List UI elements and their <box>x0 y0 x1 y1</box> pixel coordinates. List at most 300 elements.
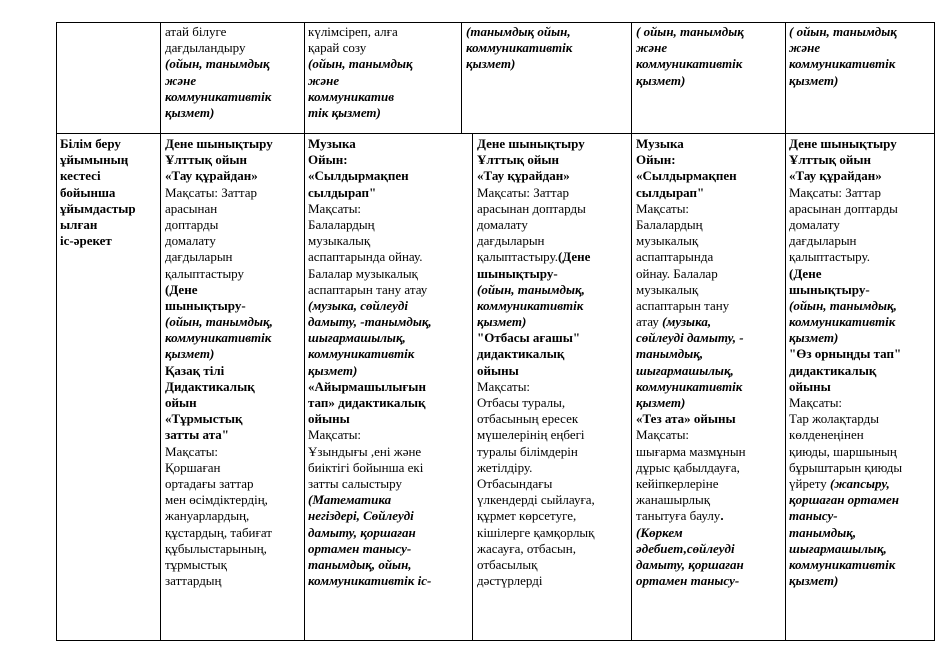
text-run: (ойын, танымдық <box>165 56 270 72</box>
text-run: Мақсаты: <box>165 443 219 459</box>
text-line <box>60 168 136 184</box>
text-line <box>636 217 746 233</box>
text-line <box>477 541 595 557</box>
text-run: үйрету <box>789 475 830 491</box>
text-run: Қазақ тілі <box>165 362 225 378</box>
text-run: тұрмыстық <box>165 556 227 572</box>
text-run: шығармашылық, <box>636 362 734 378</box>
text-line <box>308 40 413 56</box>
text-run: Мақсаты: Заттар <box>789 184 882 200</box>
text-line <box>308 266 432 282</box>
text-line <box>636 346 746 362</box>
text-line <box>308 73 413 89</box>
text-run: қызмет) <box>165 104 215 120</box>
text-line <box>308 185 432 201</box>
text-line <box>789 541 902 557</box>
text-line <box>789 136 902 152</box>
text-run: Тар жолақтарды <box>789 411 879 427</box>
text-line <box>636 411 746 427</box>
text-line <box>789 73 897 89</box>
text-run: атау <box>636 314 663 330</box>
text-run: музыкалық <box>636 233 699 249</box>
text-run: танымдық, <box>789 524 857 540</box>
text-line <box>789 476 902 492</box>
text-run: коммуникативтік <box>308 346 415 362</box>
text-run: «Сылдырмақпен <box>308 168 409 184</box>
text-run: мүшелерінің еңбегі <box>477 427 585 443</box>
text-run: Балалар музыкалық <box>308 265 418 281</box>
text-line <box>636 444 746 460</box>
text-line <box>308 395 432 411</box>
text-line <box>636 266 746 282</box>
text-run: аспаптарында ойнау. <box>308 249 423 265</box>
text-line <box>477 249 595 265</box>
text-run: сөйлеуді дамыту, - <box>636 330 744 346</box>
text-run: танытуға баулу <box>636 508 721 524</box>
text-line <box>477 152 595 168</box>
text-line <box>789 573 902 589</box>
text-line <box>308 298 432 314</box>
text-run: коммуникативтік <box>477 297 584 313</box>
text-run: биіктігі бойынша екі <box>308 459 424 475</box>
text-run: Ұлттық ойын <box>165 152 247 168</box>
text-line <box>60 185 136 201</box>
text-run: Ұзындығы ,ені және <box>308 443 422 459</box>
text-run: ойын <box>165 395 197 410</box>
text-run: құстардың, табиғат <box>165 524 272 540</box>
text-run: сылдырап" <box>636 184 705 200</box>
text-line <box>165 314 273 330</box>
text-run: тік қызмет) <box>308 104 381 120</box>
text-run: коммуникативтік <box>789 556 896 572</box>
text-line <box>789 314 902 330</box>
text-line <box>477 492 595 508</box>
text-run: құрмет көрсетуге, <box>477 508 577 524</box>
text-run: және <box>789 40 821 56</box>
text-run: қалыптастыру. <box>477 249 558 265</box>
text-line <box>477 201 595 217</box>
text-line <box>308 444 432 460</box>
text-run: домалату <box>789 216 840 232</box>
text-run: шығармашылық, <box>308 330 406 346</box>
text-line <box>789 152 902 168</box>
text-run: Ойын: <box>636 152 676 168</box>
text-line <box>477 395 595 411</box>
text-run: арасынан доптарды <box>789 200 898 216</box>
column-divider-4 <box>631 22 632 641</box>
text-line <box>165 233 273 249</box>
text-line <box>477 444 595 460</box>
text-line <box>636 573 746 589</box>
text-line <box>477 185 595 201</box>
text-line <box>308 105 413 121</box>
text-run: (музыка, <box>662 314 712 330</box>
text-run: дағдыларын <box>165 249 233 265</box>
text-line <box>308 24 413 40</box>
text-line <box>308 217 432 233</box>
text-run: "Отбасы ағашы" <box>477 330 581 346</box>
text-run: коммуникативтік іс- <box>308 573 432 589</box>
text-line <box>789 24 897 40</box>
text-line <box>789 379 902 395</box>
text-line <box>636 201 746 217</box>
text-line <box>165 395 273 411</box>
text-run: ортамен танысу- <box>308 540 412 556</box>
text-run: (танымдық ойын, <box>466 24 571 39</box>
text-run: қызмет) <box>789 72 839 88</box>
text-run: ойыны <box>308 411 350 427</box>
text-run: Мақсаты: <box>477 378 531 394</box>
text-line <box>789 201 902 217</box>
text-run: домалату <box>165 233 216 249</box>
text-line <box>636 136 746 152</box>
text-run: қызмет) <box>789 573 839 589</box>
text-run: бұрыштарын қиюды <box>789 459 903 475</box>
text-run: дидактикалық <box>789 362 877 378</box>
text-run: (музыка, сөйлеуді <box>308 297 408 313</box>
text-run: Мақсаты: <box>636 427 690 443</box>
text-line <box>636 298 746 314</box>
text-line <box>308 201 432 217</box>
text-line <box>308 168 432 184</box>
text-line <box>165 24 271 40</box>
text-line <box>165 541 273 557</box>
text-run: ұйымдастыр <box>60 200 136 216</box>
text-run: көлденеңінен <box>789 427 864 443</box>
text-run: шығарма мазмұнын <box>636 443 746 459</box>
text-line <box>789 298 902 314</box>
text-line <box>308 249 432 265</box>
column-divider-6 <box>934 22 935 641</box>
text-run: іс-әрекет <box>60 233 112 249</box>
text-run: Дене шынықтыру <box>789 136 897 151</box>
text-line <box>477 330 595 346</box>
text-run: қызмет) <box>308 362 358 378</box>
text-run: құбылыстарының, <box>165 540 267 556</box>
column-divider-5 <box>785 22 786 641</box>
top-cell-2 <box>308 24 413 121</box>
text-line <box>477 508 595 524</box>
text-line <box>477 298 595 314</box>
text-line <box>636 73 744 89</box>
text-line <box>165 89 271 105</box>
text-line <box>477 573 595 589</box>
text-run: Ұлттық ойын <box>477 152 559 168</box>
text-run: . <box>720 508 724 524</box>
text-run: Мақсаты: Заттар <box>165 184 258 200</box>
text-run: арасынан доптарды <box>477 200 586 216</box>
text-run: (Дене <box>557 249 591 265</box>
text-line <box>636 185 746 201</box>
text-run: домалату <box>477 216 528 232</box>
table-top-border <box>56 22 935 23</box>
text-line <box>60 233 136 249</box>
text-run: ұйымының <box>60 152 129 168</box>
top-cell-1 <box>165 24 271 121</box>
text-line <box>308 541 432 557</box>
text-run: негіздері, Сөйлеуді <box>308 508 414 524</box>
main-cell-4 <box>636 136 746 589</box>
text-run: шынықтыру- <box>477 265 558 281</box>
text-run: қызмет) <box>466 56 516 72</box>
text-line <box>308 136 432 152</box>
column-divider-0 <box>56 22 57 641</box>
text-line <box>165 492 273 508</box>
text-line <box>165 73 271 89</box>
text-run: қызмет) <box>165 346 215 362</box>
text-run: Мақсаты: <box>789 395 843 410</box>
text-run: дағдыландыру <box>165 40 246 56</box>
text-run: «Тез ата» ойыны <box>636 411 736 427</box>
text-run: әдебиет,сөйлеуді <box>636 540 735 556</box>
text-run: доптарды <box>165 216 219 232</box>
text-run: дамыту, қоршаған <box>308 524 416 540</box>
text-run: қызмет) <box>789 330 839 346</box>
text-run: танымдық, <box>636 346 704 362</box>
text-line <box>636 476 746 492</box>
text-run: жасауға, отбасын, <box>477 540 576 556</box>
text-run: ортамен танысу- <box>636 573 740 589</box>
text-run: (Дене <box>789 265 822 281</box>
text-run: кішілерге қамқорлық <box>477 524 595 540</box>
text-line <box>477 363 595 379</box>
text-run: шынықтыру- <box>789 281 870 297</box>
row-divider <box>56 133 935 134</box>
text-line <box>165 282 273 298</box>
text-run: жануарлардың, <box>165 508 250 524</box>
text-line <box>165 152 273 168</box>
text-line <box>789 249 902 265</box>
top-cell-3 <box>466 24 572 73</box>
text-run: шынықтыру- <box>165 297 246 313</box>
text-run: арасынан <box>165 200 218 216</box>
text-run: отбасының ересек <box>477 411 579 427</box>
text-line <box>165 346 273 362</box>
text-line <box>789 460 902 476</box>
text-line <box>789 492 902 508</box>
text-line <box>789 168 902 184</box>
text-run: және <box>165 72 197 88</box>
text-line <box>60 217 136 233</box>
text-run: ( ойын, танымдық <box>789 24 897 39</box>
text-line <box>636 249 746 265</box>
text-line <box>477 217 595 233</box>
text-run: музыкалық <box>308 233 371 249</box>
text-run: дағдыларын <box>477 233 545 249</box>
text-line <box>636 557 746 573</box>
text-run: мен өсімдіктердің, <box>165 492 268 508</box>
text-line <box>165 298 273 314</box>
text-run: (Дене <box>165 281 198 297</box>
text-run: және <box>636 40 668 56</box>
text-line <box>789 444 902 460</box>
text-run: үлкендерді сыйлауға, <box>477 492 595 508</box>
text-line <box>308 573 432 589</box>
text-run: дағдыларын <box>789 233 857 249</box>
text-run: Музыка <box>636 136 684 151</box>
text-run: «Айырмашылығын <box>308 378 426 394</box>
text-line <box>789 56 897 72</box>
column-divider-1 <box>160 22 161 641</box>
text-line <box>308 89 413 105</box>
top-cell-4 <box>636 24 744 89</box>
text-run: «Сылдырмақпен <box>636 168 737 184</box>
text-run: коммуникативтік <box>789 314 896 330</box>
text-run: Дене шынықтыру <box>477 136 585 151</box>
text-line <box>789 233 902 249</box>
text-run: Мақсаты: <box>308 200 362 216</box>
text-run: қоршаған ортамен <box>789 492 900 508</box>
column-divider-3a <box>461 22 462 134</box>
text-run: Мақсаты: <box>636 200 690 216</box>
text-run: аспаптарын тану атау <box>308 281 428 297</box>
text-run: (ойын, танымдық <box>308 56 413 72</box>
text-line <box>60 136 136 152</box>
text-line <box>636 379 746 395</box>
text-run: затты салыстыру <box>308 475 402 491</box>
text-run: танысу- <box>789 508 838 524</box>
text-line <box>636 40 744 56</box>
text-line <box>477 282 595 298</box>
text-run: атай білуге <box>165 24 227 39</box>
text-line <box>789 411 902 427</box>
text-run: тап» дидактикалық <box>308 395 426 410</box>
text-run: дәстүрлерді <box>477 573 543 589</box>
text-line <box>789 427 902 443</box>
text-run: жанашырлық <box>636 492 711 508</box>
text-line <box>165 508 273 524</box>
text-line <box>636 24 744 40</box>
text-line <box>636 460 746 476</box>
text-run: жетілдіру. <box>477 459 533 475</box>
text-line <box>636 427 746 443</box>
text-line <box>789 508 902 524</box>
text-run: кестесі <box>60 168 101 184</box>
text-line <box>477 557 595 573</box>
text-line <box>165 476 273 492</box>
text-run: (ойын, танымдық, <box>789 297 897 313</box>
text-line <box>308 427 432 443</box>
text-run: Дене шынықтыру <box>165 136 273 151</box>
text-line <box>636 152 746 168</box>
text-line <box>165 363 273 379</box>
text-line <box>477 411 595 427</box>
text-run: (жапсыру, <box>830 475 890 491</box>
text-run: дидактикалық <box>477 346 565 362</box>
text-line <box>165 573 273 589</box>
text-line <box>165 201 273 217</box>
main-cell-2 <box>308 136 432 589</box>
text-line <box>636 314 746 330</box>
text-run: ойнау. Балалар <box>636 265 718 281</box>
text-line <box>636 492 746 508</box>
text-line <box>477 233 595 249</box>
text-run: Балалардың <box>308 216 375 232</box>
text-line <box>165 136 273 152</box>
text-run: Отбасы туралы, <box>477 395 566 410</box>
text-run: және <box>308 72 340 88</box>
text-line <box>308 460 432 476</box>
text-run: аспаптарын тану <box>636 297 730 313</box>
text-line <box>636 330 746 346</box>
text-line <box>308 56 413 72</box>
text-line <box>636 363 746 379</box>
text-line <box>789 395 902 411</box>
table-bottom-border <box>56 640 935 641</box>
text-line <box>165 460 273 476</box>
text-line <box>636 541 746 557</box>
text-line <box>308 492 432 508</box>
text-run: ылған <box>60 216 98 232</box>
text-run: Мақсаты: Заттар <box>477 184 570 200</box>
column-divider-3b <box>472 133 473 641</box>
main-cell-1 <box>165 136 273 589</box>
text-line <box>165 266 273 282</box>
text-run: коммуникативтік <box>165 330 272 346</box>
text-line <box>308 282 432 298</box>
text-line <box>308 379 432 395</box>
text-line <box>466 24 572 40</box>
text-line <box>165 185 273 201</box>
text-line <box>789 185 902 201</box>
text-run: (Математика <box>308 492 392 508</box>
text-line <box>165 525 273 541</box>
text-run: дұрыс қабылдауға, <box>636 459 740 475</box>
text-run: Қоршаған <box>165 459 221 475</box>
text-run: танымдық, ойын, <box>308 556 412 572</box>
text-line <box>165 56 271 72</box>
row-header-cell <box>60 136 136 249</box>
text-line <box>165 217 273 233</box>
text-run: коммуникатив <box>308 88 395 104</box>
text-line <box>636 56 744 72</box>
text-run: кейіпкерлеріне <box>636 475 719 491</box>
text-line <box>165 444 273 460</box>
text-run: Ұлттық ойын <box>789 152 871 168</box>
text-run: Дидактикалық <box>165 378 255 394</box>
text-run: затты ата" <box>165 427 229 443</box>
text-line <box>477 525 595 541</box>
text-line <box>636 168 746 184</box>
text-line <box>165 105 271 121</box>
text-line <box>308 314 432 330</box>
text-line <box>789 266 902 282</box>
text-line <box>165 557 273 573</box>
text-line <box>477 314 595 330</box>
text-line <box>308 557 432 573</box>
text-line <box>789 346 902 362</box>
text-line <box>789 217 902 233</box>
text-line <box>60 201 136 217</box>
text-run: туралы білімдерін <box>477 443 578 459</box>
text-run: аспаптарында <box>636 249 714 265</box>
text-run: «Тау құрайдан» <box>789 168 882 184</box>
text-run: қиюды, шаршының <box>789 443 897 459</box>
text-line <box>466 56 572 72</box>
text-line <box>636 395 746 411</box>
text-line <box>308 525 432 541</box>
text-run: сылдырап" <box>308 184 377 200</box>
text-line <box>165 379 273 395</box>
text-run: ойыны <box>789 378 831 394</box>
text-run: заттардың <box>165 573 222 589</box>
text-run: Ойын: <box>308 152 348 168</box>
text-run: "Өз орныңды тап" <box>789 346 902 362</box>
text-line <box>789 282 902 298</box>
text-line <box>477 168 595 184</box>
text-run: коммуникативтік <box>165 88 272 104</box>
text-line <box>477 266 595 282</box>
